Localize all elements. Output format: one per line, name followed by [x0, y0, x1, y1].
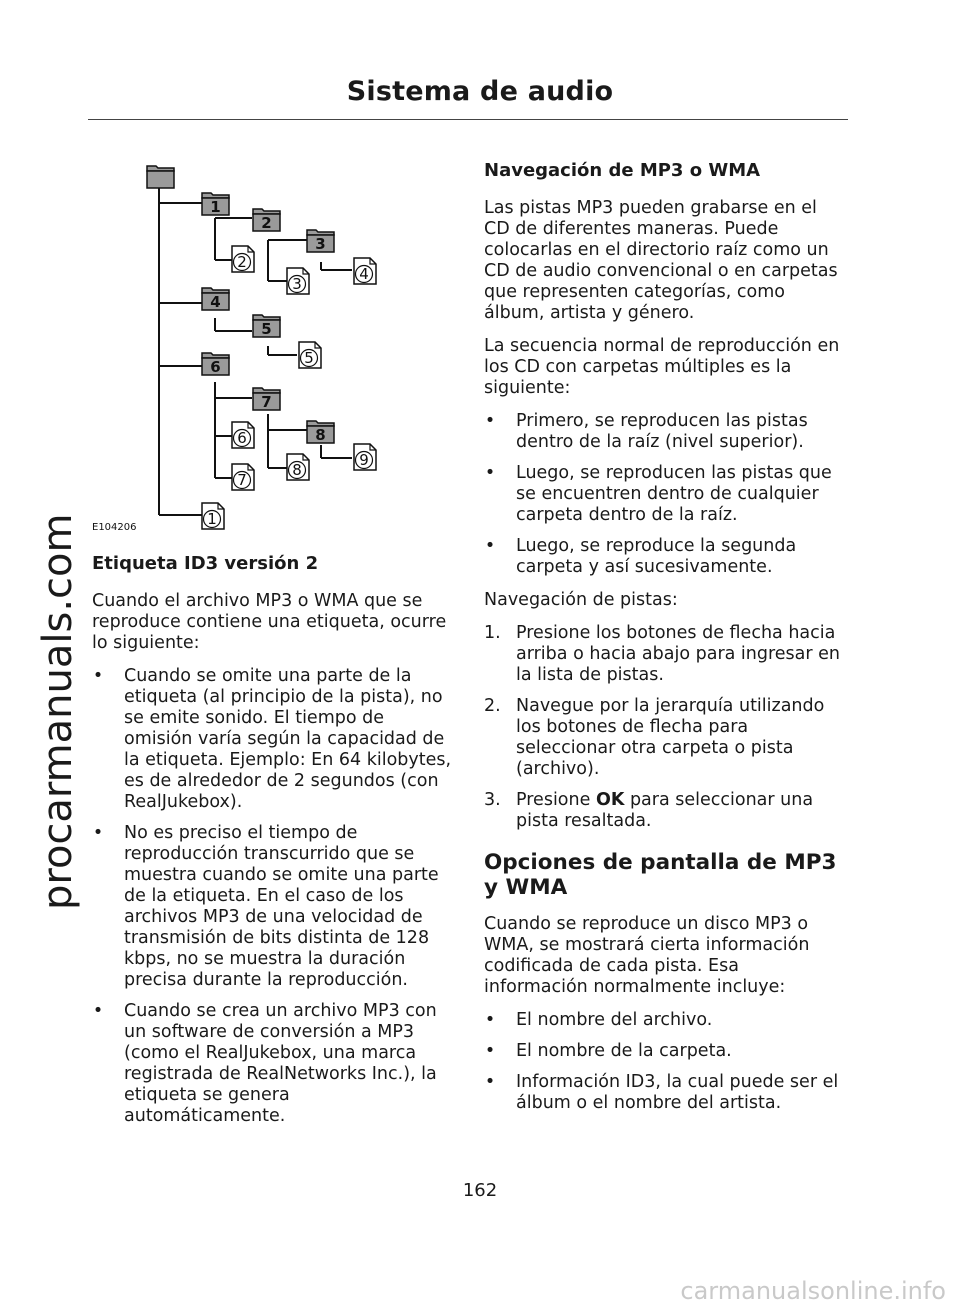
root-folder-icon	[147, 166, 174, 188]
step-item: 3. Presione OK para seleccionar una pista resaltada.	[484, 790, 814, 831]
list-item: • No es preciso el tiempo de reproducción transcurrido que se muestra cuando se omite una parte de la etiqueta. En el caso de los archivos MP3 de una velocidad de transmisión de bits distinta de 128 kbps, no se muestra la duración precisa durante la reproducción.	[92, 823, 439, 990]
list-item: • El nombre de la carpeta.	[484, 1041, 732, 1061]
bullet-icon: •	[484, 536, 496, 556]
display-options-para: Cuando se reproduce un disco MP3 o WMA, se mostrará cierta información codificada de cada pista. Esa información normalmente incluye:	[484, 914, 810, 997]
track-7-icon	[232, 464, 254, 490]
list-item: • El nombre del archivo.	[484, 1010, 713, 1030]
ok-button-label: OK	[595, 790, 625, 810]
svg-text:2: 2	[261, 214, 272, 232]
svg-text:2: 2	[237, 253, 247, 271]
bullet-icon: •	[484, 463, 496, 483]
track-8-icon	[287, 454, 309, 480]
folder-8-icon	[307, 421, 334, 444]
navigation-para-2: La secuencia normal de reproducción en los CD con carpetas múltiples es la siguiente:	[484, 336, 840, 398]
svg-text:1: 1	[207, 510, 217, 528]
folder-tree-diagram	[92, 158, 392, 538]
bullet-icon: •	[92, 666, 104, 686]
right-column	[484, 160, 844, 1126]
svg-text:4: 4	[359, 265, 369, 283]
bullet-icon: •	[484, 1041, 496, 1061]
header-divider	[88, 119, 848, 120]
svg-text:4: 4	[210, 293, 221, 311]
folder-7-icon	[253, 388, 280, 411]
bullet-icon: •	[484, 1072, 496, 1092]
display-options-heading: Opciones de pantalla de MP3 y WMA	[484, 850, 837, 900]
track-2-icon	[232, 246, 254, 272]
list-item: • Información ID3, la cual puede ser el álbum o el nombre del artista.	[484, 1072, 839, 1113]
navigation-para-1: Las pistas MP3 pueden grabarse en el CD de diferentes maneras. Puede colocarlas en el directorio raíz como un CD de audio convencional o en carpetas que representen categorías, como álbum, artista y género.	[484, 198, 838, 323]
svg-text:8: 8	[315, 426, 326, 444]
bullet-icon: •	[92, 1001, 104, 1021]
svg-text:7: 7	[261, 393, 272, 411]
step-item: 2. Navegue por la jerarquía utilizando los botones de flecha para seleccionar otra carpeta o pista (archivo).	[484, 696, 825, 779]
page-title: Sistema de audio	[346, 76, 614, 107]
step-item: 1. Presione los botones de flecha hacia arriba o hacia abajo para ingresar en la lista de pistas.	[484, 623, 841, 685]
svg-text:8: 8	[292, 461, 302, 479]
figure-id: E104206	[92, 522, 137, 533]
svg-text:3: 3	[315, 235, 326, 253]
track-9-icon	[354, 444, 376, 470]
footer-site: carmanualsonline.info	[680, 1277, 946, 1305]
list-item: • Cuando se crea un archivo MP3 con un software de conversión a MP3 (como el RealJukebox, una marca registrada de RealNetworks Inc.), la etiqueta se genera automáticamente.	[92, 1001, 437, 1126]
id3-bullet-list	[92, 666, 452, 1127]
folder-6-icon	[202, 353, 229, 376]
svg-text:3: 3	[292, 275, 302, 293]
folder-2-icon	[253, 209, 280, 232]
svg-text:1: 1	[210, 198, 221, 216]
svg-text:6: 6	[210, 358, 221, 376]
track-1-icon	[202, 503, 224, 529]
playback-order-list	[484, 411, 844, 578]
id3-heading: Etiqueta ID3 versión 2	[92, 553, 319, 574]
svg-text:5: 5	[304, 349, 314, 367]
navigation-heading: Navegación de MP3 o WMA	[484, 160, 761, 181]
list-item: • Cuando se omite una parte de la etiqueta (al principio de la pista), no se emite sonido. El tiempo de omisión varía según la capacidad de la etiqueta. Ejemplo: En 64 kilobytes, es de alrededor de 2 segundos (con RealJukebox).	[92, 666, 452, 812]
svg-text:5: 5	[261, 320, 272, 338]
track-nav-steps	[484, 623, 844, 832]
folder-4-icon	[202, 288, 229, 311]
svg-text:7: 7	[237, 471, 247, 489]
bullet-icon: •	[484, 1010, 496, 1030]
track-3-icon	[287, 268, 309, 294]
page-number: 162	[462, 1180, 498, 1201]
track-5-icon	[299, 342, 321, 368]
track-6-icon	[232, 422, 254, 448]
id3-intro: Cuando el archivo MP3 o WMA que se reproduce contiene una etiqueta, ocurre lo siguiente:	[92, 591, 447, 653]
bullet-icon: •	[484, 411, 496, 431]
list-item: • Primero, se reproducen las pistas dentro de la raíz (nivel superior).	[484, 411, 808, 452]
display-info-list	[484, 1010, 844, 1114]
svg-text:9: 9	[359, 451, 369, 469]
list-item: • Luego, se reproducen las pistas que se encuentren dentro de cualquier carpeta dentro de la raíz.	[484, 463, 832, 525]
list-item: • Luego, se reproduce la segunda carpeta y así sucesivamente.	[484, 536, 797, 577]
left-column	[92, 553, 452, 1139]
watermark	[25, 490, 85, 910]
folder-1-icon	[202, 193, 229, 216]
track-nav-label: Navegación de pistas:	[484, 590, 678, 610]
folder-5-icon	[253, 315, 280, 338]
svg-text:6: 6	[237, 429, 247, 447]
watermark-text: procarmanuals.com	[35, 513, 81, 910]
folder-3-icon	[307, 230, 334, 253]
track-4-icon	[354, 258, 376, 284]
bullet-icon: •	[92, 823, 104, 843]
